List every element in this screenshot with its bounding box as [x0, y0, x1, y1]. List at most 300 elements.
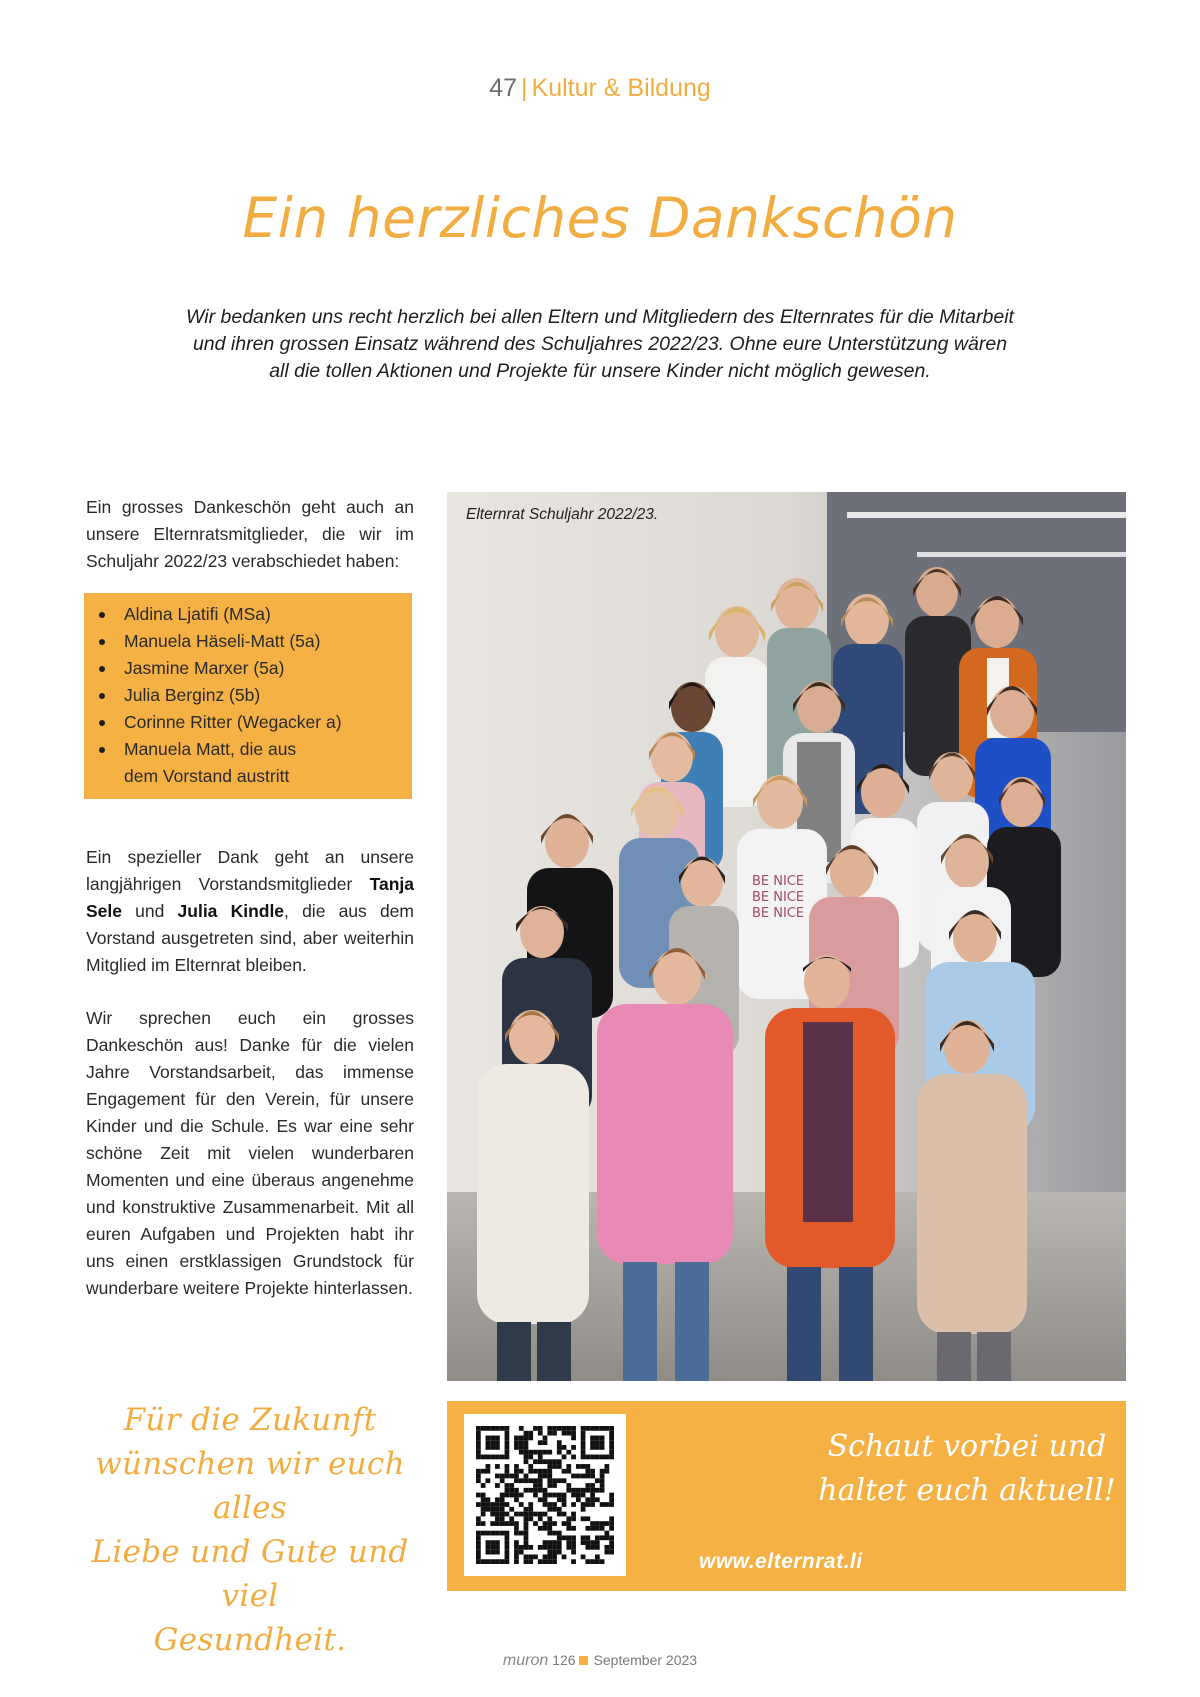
qr-module	[557, 1426, 562, 1431]
qr-module	[585, 1464, 590, 1469]
qr-module	[547, 1483, 552, 1488]
qr-module	[585, 1474, 590, 1479]
qr-module	[495, 1559, 500, 1564]
qr-module	[495, 1436, 500, 1441]
qr-module	[581, 1436, 586, 1441]
qr-module	[552, 1464, 557, 1469]
qr-module	[495, 1497, 500, 1502]
qr-module	[581, 1445, 586, 1450]
qr-module	[552, 1507, 557, 1512]
qr-module	[476, 1445, 481, 1450]
qr-module	[585, 1497, 590, 1502]
website-link[interactable]: www.elternrat.li	[699, 1550, 863, 1573]
qr-module	[486, 1540, 491, 1545]
qr-module	[571, 1455, 576, 1460]
qr-module	[590, 1426, 595, 1431]
qr-module	[505, 1450, 510, 1455]
qr-module	[547, 1426, 552, 1431]
qr-module	[562, 1497, 567, 1502]
qr-module	[609, 1550, 614, 1555]
qr-module	[505, 1550, 510, 1555]
qr-module	[476, 1554, 481, 1559]
qr-module	[585, 1469, 590, 1474]
qr-module	[528, 1450, 533, 1455]
qr-module	[481, 1502, 486, 1507]
qr-module	[581, 1440, 586, 1445]
qr-module	[538, 1440, 543, 1445]
qr-module	[505, 1464, 510, 1469]
qr-module	[481, 1531, 486, 1536]
qr-module	[566, 1469, 571, 1474]
qr-module	[562, 1512, 567, 1517]
qr-module	[600, 1426, 605, 1431]
qr-module	[505, 1545, 510, 1550]
qr-module	[524, 1459, 529, 1464]
qr-module	[543, 1497, 548, 1502]
qr-module	[562, 1455, 567, 1460]
qr-module	[528, 1436, 533, 1441]
qr-module	[547, 1431, 552, 1436]
qr-module	[571, 1426, 576, 1431]
qr-module	[595, 1526, 600, 1531]
qr-module	[505, 1540, 510, 1545]
qr-module	[528, 1464, 533, 1469]
group-photo-illustration	[447, 492, 1126, 1381]
qr-module	[500, 1474, 505, 1479]
qr-module	[566, 1535, 571, 1540]
qr-module	[500, 1507, 505, 1512]
intro-line: Wir bedanken uns recht herzlich bei allen Eltern und Mitgliedern des Elternrates für die Mitarbeit	[186, 306, 1014, 328]
qr-module	[505, 1531, 510, 1536]
qr-module	[595, 1559, 600, 1564]
qr-module	[514, 1554, 519, 1559]
qr-module	[600, 1455, 605, 1460]
qr-module	[524, 1554, 529, 1559]
qr-module	[528, 1507, 533, 1512]
qr-module	[486, 1478, 491, 1483]
qr-module	[543, 1436, 548, 1441]
qr-module	[519, 1493, 524, 1498]
qr-module	[581, 1431, 586, 1436]
qr-module	[581, 1493, 586, 1498]
qr-module	[600, 1469, 605, 1474]
qr-module	[524, 1531, 529, 1536]
qr-module	[528, 1488, 533, 1493]
qr-module	[533, 1554, 538, 1559]
header-separator: |	[521, 74, 528, 102]
qr-module	[486, 1507, 491, 1512]
list-item: Manuela Häseli-Matt (5a)	[124, 628, 402, 655]
qr-module	[514, 1464, 519, 1469]
qr-module	[490, 1531, 495, 1536]
issue-number: 126	[552, 1652, 576, 1668]
paragraph-board-thanks	[86, 844, 414, 979]
qr-module	[476, 1426, 481, 1431]
qr-module	[557, 1497, 562, 1502]
qr-module	[533, 1488, 538, 1493]
issue-date: September 2023	[593, 1652, 698, 1668]
qr-module	[481, 1493, 486, 1498]
qr-module	[495, 1507, 500, 1512]
qr-module	[505, 1455, 510, 1460]
qr-module	[476, 1535, 481, 1540]
qr-module	[547, 1450, 552, 1455]
qr-module	[500, 1455, 505, 1460]
qr-module	[595, 1540, 600, 1545]
qr-module	[481, 1455, 486, 1460]
qr-module	[609, 1493, 614, 1498]
qr-module	[609, 1516, 614, 1521]
qr-module	[524, 1488, 529, 1493]
qr-module	[476, 1469, 481, 1474]
qr-module	[476, 1559, 481, 1564]
qr-module	[533, 1478, 538, 1483]
qr-module	[538, 1469, 543, 1474]
qr-module	[533, 1469, 538, 1474]
qr-module	[604, 1535, 609, 1540]
list-item: Julia Berginz (5b)	[124, 682, 402, 709]
qr-module	[486, 1550, 491, 1555]
qr-module	[590, 1497, 595, 1502]
qr-module	[533, 1493, 538, 1498]
qr-module	[566, 1521, 571, 1526]
qr-module	[538, 1455, 543, 1460]
qr-module	[595, 1436, 600, 1441]
qr-module	[514, 1545, 519, 1550]
qr-module	[509, 1474, 514, 1479]
qr-module	[543, 1474, 548, 1479]
qr-module	[571, 1550, 576, 1555]
qr-module	[524, 1512, 529, 1517]
qr-module	[543, 1493, 548, 1498]
qr-module	[476, 1474, 481, 1479]
qr-module	[490, 1559, 495, 1564]
qr-module	[524, 1450, 529, 1455]
page-footer	[0, 1652, 1200, 1670]
qr-module	[538, 1459, 543, 1464]
qr-module	[609, 1497, 614, 1502]
qr-module	[581, 1535, 586, 1540]
qr-module	[562, 1431, 567, 1436]
qr-module	[524, 1559, 529, 1564]
qr-module	[609, 1521, 614, 1526]
qr-module	[538, 1431, 543, 1436]
qr-code[interactable]	[464, 1414, 626, 1576]
qr-module	[519, 1426, 524, 1431]
qr-module	[562, 1445, 567, 1450]
qr-module	[609, 1450, 614, 1455]
qr-module	[486, 1502, 491, 1507]
qr-module	[590, 1540, 595, 1545]
qr-module	[562, 1521, 567, 1526]
qr-module	[576, 1488, 581, 1493]
qr-module	[538, 1474, 543, 1479]
qr-module	[576, 1497, 581, 1502]
list-item: Corinne Ritter (Wegacker a)	[124, 709, 402, 736]
qr-module	[547, 1554, 552, 1559]
qr-module	[543, 1521, 548, 1526]
qr-module	[585, 1559, 590, 1564]
magazine-brand: muron	[502, 1652, 549, 1669]
qr-module	[500, 1559, 505, 1564]
qr-module	[538, 1497, 543, 1502]
qr-module	[571, 1488, 576, 1493]
qr-module	[557, 1535, 562, 1540]
qr-module	[547, 1531, 552, 1536]
qr-module	[547, 1493, 552, 1498]
qr-module	[514, 1488, 519, 1493]
qr-module	[476, 1540, 481, 1545]
page-header	[0, 74, 1200, 103]
qr-module	[581, 1502, 586, 1507]
qr-module	[581, 1540, 586, 1545]
qr-module	[595, 1455, 600, 1460]
qr-module	[500, 1531, 505, 1536]
qr-module	[514, 1469, 519, 1474]
qr-module	[571, 1516, 576, 1521]
qr-module	[486, 1497, 491, 1502]
qr-module	[590, 1483, 595, 1488]
qr-module	[576, 1474, 581, 1479]
qr-module	[600, 1440, 605, 1445]
qr-module	[495, 1545, 500, 1550]
qr-module	[533, 1459, 538, 1464]
paragraph-text: Ein spezieller Dank geht an unsere langjährigen Vorstandsmitglieder	[86, 847, 414, 894]
qr-module	[604, 1426, 609, 1431]
qr-module	[476, 1450, 481, 1455]
qr-module	[495, 1502, 500, 1507]
qr-module	[495, 1521, 500, 1526]
qr-module	[566, 1431, 571, 1436]
photo-caption: Elternrat Schuljahr 2022/23.	[466, 506, 659, 523]
qr-module	[533, 1512, 538, 1517]
qr-module	[581, 1464, 586, 1469]
qr-module	[590, 1436, 595, 1441]
qr-module	[552, 1431, 557, 1436]
qr-module	[486, 1545, 491, 1550]
qr-module	[543, 1459, 548, 1464]
qr-module	[557, 1531, 562, 1536]
intro-line: all die tollen Aktionen und Projekte für unsere Kinder nicht möglich gewesen.	[269, 360, 931, 382]
qr-module	[500, 1493, 505, 1498]
qr-module	[604, 1464, 609, 1469]
qr-module	[585, 1426, 590, 1431]
qr-module	[552, 1545, 557, 1550]
qr-module	[490, 1521, 495, 1526]
qr-module	[585, 1535, 590, 1540]
qr-module	[481, 1497, 486, 1502]
qr-module	[490, 1550, 495, 1555]
qr-module	[543, 1554, 548, 1559]
qr-module	[571, 1512, 576, 1517]
intro-line: und ihren grossen Einsatz während des Schuljahres 2022/23. Ohne eure Unterstützung wären	[192, 333, 1008, 355]
qr-module	[566, 1540, 571, 1545]
qr-module	[566, 1526, 571, 1531]
qr-module	[514, 1550, 519, 1555]
qr-module	[571, 1540, 576, 1545]
qr-module	[476, 1440, 481, 1445]
qr-module	[600, 1535, 605, 1540]
qr-module	[514, 1493, 519, 1498]
qr-module	[495, 1531, 500, 1536]
qr-module	[505, 1469, 510, 1474]
qr-module	[519, 1450, 524, 1455]
qr-module	[547, 1526, 552, 1531]
svg-text:BE NICE: BE NICE	[752, 890, 805, 905]
qr-module	[528, 1469, 533, 1474]
list-item: Jasmine Marxer (5a)	[124, 655, 402, 682]
qr-module	[566, 1545, 571, 1550]
qr-module	[505, 1502, 510, 1507]
qr-module	[481, 1426, 486, 1431]
qr-module	[476, 1531, 481, 1536]
qr-module	[509, 1483, 514, 1488]
cta-line: Schaut vorbei und	[827, 1429, 1107, 1464]
qr-module	[495, 1483, 500, 1488]
qr-module	[528, 1554, 533, 1559]
qr-module	[509, 1507, 514, 1512]
qr-module	[566, 1516, 571, 1521]
qr-module	[505, 1474, 510, 1479]
qr-module	[581, 1474, 586, 1479]
qr-module	[519, 1440, 524, 1445]
qr-module	[495, 1550, 500, 1555]
qr-module	[533, 1426, 538, 1431]
qr-module	[538, 1545, 543, 1550]
qr-module	[524, 1516, 529, 1521]
qr-module	[505, 1445, 510, 1450]
section-name: Kultur & Bildung	[531, 74, 711, 102]
qr-module	[604, 1502, 609, 1507]
footer-square-icon	[579, 1656, 588, 1665]
qr-module	[566, 1426, 571, 1431]
qr-module	[514, 1559, 519, 1564]
qr-module	[490, 1440, 495, 1445]
qr-module	[524, 1474, 529, 1479]
closing-line: Für die Zukunft	[123, 1402, 377, 1438]
qr-module	[486, 1426, 491, 1431]
qr-module	[528, 1545, 533, 1550]
qr-module	[500, 1516, 505, 1521]
qr-module	[486, 1455, 491, 1460]
qr-module	[486, 1440, 491, 1445]
qr-module	[514, 1521, 519, 1526]
qr-module	[514, 1436, 519, 1441]
qr-module	[562, 1535, 567, 1540]
qr-module	[557, 1440, 562, 1445]
qr-module	[543, 1545, 548, 1550]
qr-module	[538, 1478, 543, 1483]
qr-module	[476, 1545, 481, 1550]
qr-module	[519, 1445, 524, 1450]
qr-module	[590, 1488, 595, 1493]
qr-module	[557, 1493, 562, 1498]
qr-module	[524, 1545, 529, 1550]
board-member-name: Julia Kindle	[177, 901, 285, 921]
qr-module	[609, 1540, 614, 1545]
qr-module	[500, 1426, 505, 1431]
qr-module	[609, 1436, 614, 1441]
qr-module	[538, 1488, 543, 1493]
qr-module	[509, 1516, 514, 1521]
qr-module	[557, 1507, 562, 1512]
qr-module	[600, 1526, 605, 1531]
qr-module	[505, 1426, 510, 1431]
paragraph-text: und	[122, 901, 178, 921]
qr-module	[600, 1521, 605, 1526]
qr-module	[571, 1445, 576, 1450]
qr-module	[524, 1431, 529, 1436]
qr-module	[490, 1445, 495, 1450]
page-number: 47	[489, 74, 518, 102]
qr-code-icon	[476, 1426, 614, 1564]
qr-module	[552, 1531, 557, 1536]
cta-line: haltet euch aktuell!	[818, 1473, 1116, 1508]
qr-module	[505, 1535, 510, 1540]
qr-module	[590, 1526, 595, 1531]
qr-module	[595, 1497, 600, 1502]
qr-module	[509, 1488, 514, 1493]
qr-module	[538, 1526, 543, 1531]
qr-module	[595, 1535, 600, 1540]
qr-module	[514, 1474, 519, 1479]
qr-module	[557, 1450, 562, 1455]
qr-module	[476, 1550, 481, 1555]
qr-module	[571, 1545, 576, 1550]
qr-module	[595, 1488, 600, 1493]
qr-module	[595, 1445, 600, 1450]
qr-module	[505, 1554, 510, 1559]
qr-module	[600, 1559, 605, 1564]
qr-module	[490, 1540, 495, 1545]
qr-module	[538, 1426, 543, 1431]
qr-module	[547, 1469, 552, 1474]
qr-module	[524, 1540, 529, 1545]
qr-module	[519, 1478, 524, 1483]
qr-module	[571, 1493, 576, 1498]
qr-module	[495, 1445, 500, 1450]
qr-module	[590, 1455, 595, 1460]
closing-line: wünschen wir euch alles	[95, 1446, 405, 1526]
qr-module	[495, 1474, 500, 1479]
qr-module	[590, 1502, 595, 1507]
qr-module	[581, 1507, 586, 1512]
qr-module	[590, 1474, 595, 1479]
qr-module	[476, 1516, 481, 1521]
qr-module	[547, 1502, 552, 1507]
qr-module	[524, 1526, 529, 1531]
board-member-name: Tanja Sele	[86, 874, 414, 921]
qr-module	[600, 1445, 605, 1450]
qr-module	[505, 1493, 510, 1498]
paragraph-text: , die aus dem Vorstand ausgetreten sind, aber weiterhin Mitglied im Elternrat bleiben.	[86, 901, 414, 975]
qr-module	[581, 1554, 586, 1559]
qr-module	[571, 1436, 576, 1441]
qr-module	[595, 1426, 600, 1431]
qr-module	[514, 1440, 519, 1445]
qr-module	[600, 1483, 605, 1488]
qr-module	[552, 1426, 557, 1431]
qr-module	[552, 1550, 557, 1555]
qr-module	[528, 1516, 533, 1521]
svg-text:BE NICE: BE NICE	[752, 906, 805, 921]
qr-module	[547, 1478, 552, 1483]
qr-module	[476, 1431, 481, 1436]
qr-module	[585, 1540, 590, 1545]
qr-module	[514, 1497, 519, 1502]
qr-module	[486, 1464, 491, 1469]
qr-module	[509, 1493, 514, 1498]
